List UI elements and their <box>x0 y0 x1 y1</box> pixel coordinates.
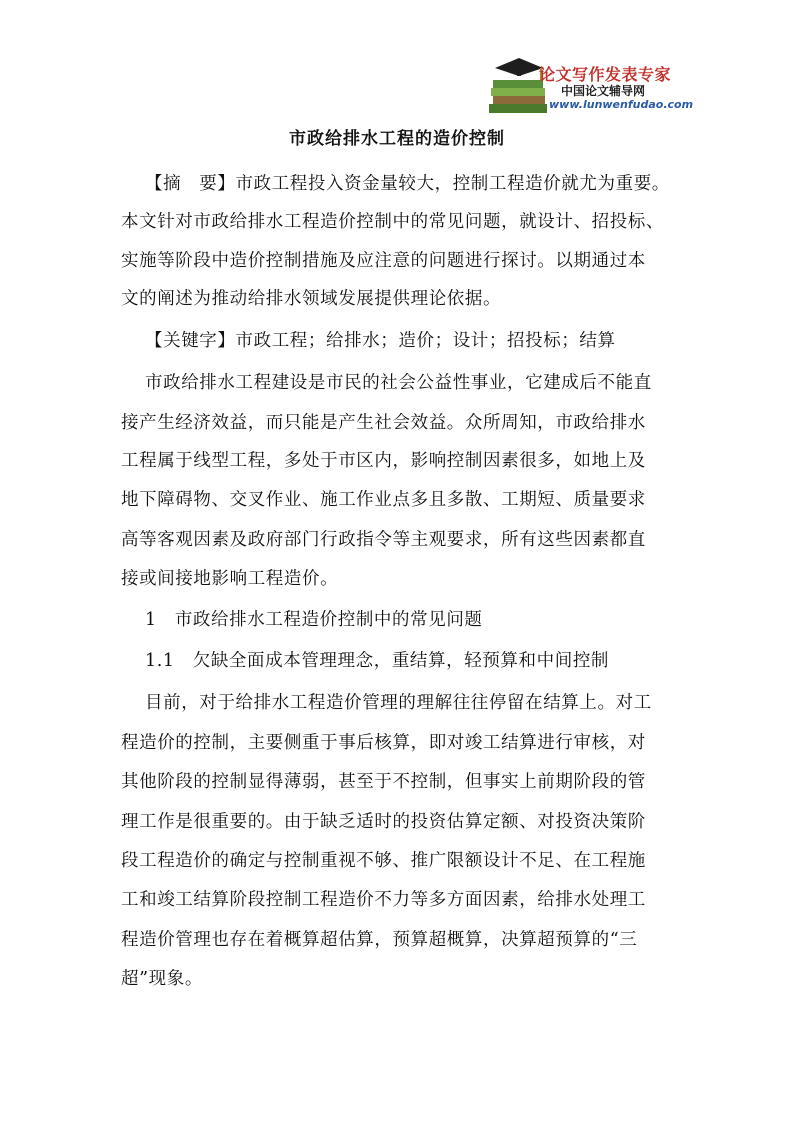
body-line-7: 程造价管理也存在着概算超估算，预算超概算，决算超预算的“三 <box>121 930 638 950</box>
document-title: 市政给排水工程的造价控制 <box>289 129 505 149</box>
intro-line-5: 高等客观因素及政府部门行政指令等主观要求，所有这些因素都直 <box>121 530 646 550</box>
logo-url: www.lunwenfudao.com <box>549 98 694 111</box>
section-heading-1-1: 1.1 欠缺全面成本管理理念，重结算，轻预算和中间控制 <box>145 651 610 671</box>
body-line-3: 其他阶段的控制显得薄弱，甚至于不控制，但事实上前期阶段的管 <box>121 772 646 792</box>
logo-slogan: 论文写作发表专家 <box>539 65 672 84</box>
body-line-6: 工和竣工结算阶段控制工程造价不力等多方面因素，给排水处理工 <box>121 890 646 910</box>
intro-line-3: 工程属于线型工程，多处于市区内，影响控制因素很多，如地上及 <box>121 451 646 471</box>
abstract-line-1: 【摘 要】市政工程投入资金量较大，控制工程造价就尤为重要。 <box>145 174 670 194</box>
keywords-line: 【关键字】市政工程；给排水；造价；设计；招投标；结算 <box>145 331 616 351</box>
logo-name: 中国论文辅导网 <box>561 84 646 98</box>
abstract-line-2: 本文针对市政给排水工程造价控制中的常见问题，就设计、招投标、 <box>121 212 664 232</box>
body-line-2: 程造价的控制，主要侧重于事后核算，即对竣工结算进行审核，对 <box>121 733 646 753</box>
site-logo <box>487 54 694 116</box>
intro-line-2: 接产生经济效益，而只能是产生社会效益。众所周知，市政给排水 <box>121 413 646 433</box>
body-line-5: 段工程造价的确定与控制重视不够、推广限额设计不足、在工程施 <box>121 851 646 871</box>
body-line-8: 超”现象。 <box>121 969 203 989</box>
section-heading-1: 1 市政给排水工程造价控制中的常见问题 <box>145 610 483 630</box>
abstract-line-4: 文的阐述为推动给排水领域发展提供理论依据。 <box>121 289 502 309</box>
intro-line-4: 地下障碍物、交叉作业、施工作业点多且多散、工期短、质量要求 <box>121 490 646 510</box>
body-line-1: 目前，对于给排水工程造价管理的理解往往停留在结算上。对工 <box>145 693 652 713</box>
abstract-line-3: 实施等阶段中造价控制措施及应注意的问题进行探讨。以期通过本 <box>121 251 646 271</box>
body-line-4: 理工作是很重要的。由于缺乏适时的投资估算定额、对投资决策阶 <box>121 812 646 832</box>
intro-line-6: 接或间接地影响工程造价。 <box>121 569 339 589</box>
intro-line-1: 市政给排水工程建设是市民的社会公益性事业，它建成后不能直 <box>145 373 652 393</box>
